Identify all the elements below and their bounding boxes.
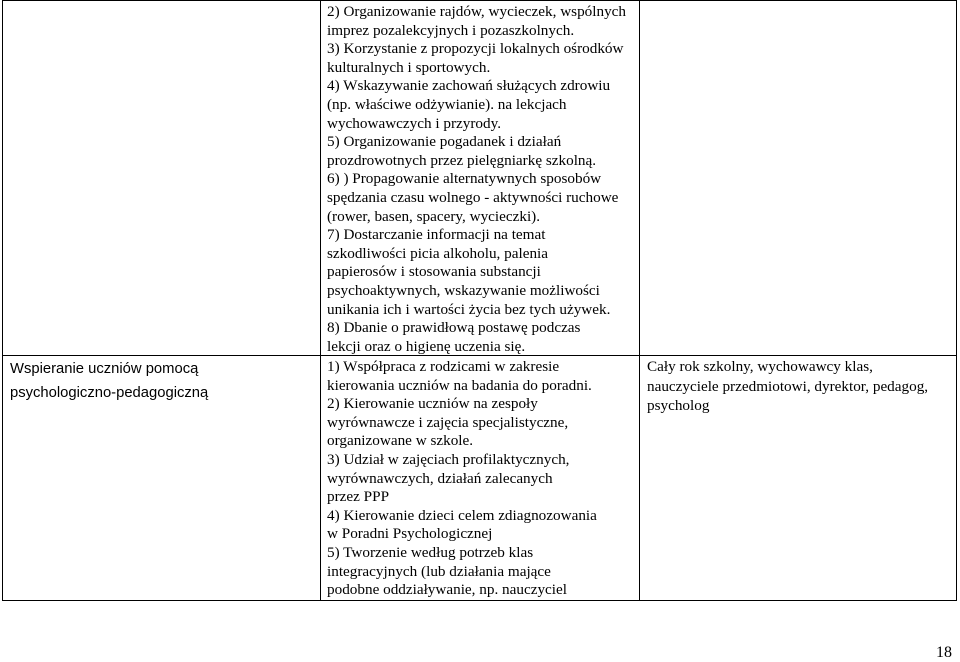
activity-line: lekcji oraz o higienę uczenia się.: [327, 337, 526, 355]
activity-line: 8) Dbanie o prawidłową postawę podczas: [327, 319, 581, 337]
activity-line: unikania ich i wartości życia bez tych używek.: [327, 300, 611, 318]
activity-line: 4) Kierowanie dzieci celem zdiagnozowania: [327, 506, 597, 524]
activity-line: psychoaktywnych, wskazywanie możliwości: [327, 281, 600, 299]
area-title-line: Wspieranie uczniów pomocą: [10, 361, 199, 377]
activity-line: imprez pozalekcyjnych i pozaszkolnych.: [327, 21, 575, 39]
activity-line: wyrównawcze i zajęcia specjalistyczne,: [327, 413, 569, 431]
activity-line: 4) Wskazywanie zachowań służących zdrowiu: [327, 77, 611, 95]
table-row-divider: [2, 355, 957, 356]
activity-line: (np. właściwe odżywianie). na lekcjach: [327, 95, 567, 113]
table-border-bottom: [2, 600, 957, 601]
activity-line: 5) Organizowanie pogadanek i działań: [327, 133, 562, 151]
table-divider-2: [639, 0, 640, 601]
support-area-cell: [10, 357, 318, 417]
activity-line: 1) Współpraca z rodzicami w zakresie: [327, 358, 560, 375]
activity-line: 2) Organizowanie rajdów, wycieczek, wspólnych: [327, 3, 627, 20]
activity-line: wychowawczych i przyrody.: [327, 114, 502, 132]
responsible-line: nauczyciele przedmiotowi, dyrektor, pedagog,: [647, 377, 929, 395]
table-border-left: [2, 0, 3, 601]
responsible-line: psycholog: [647, 397, 710, 414]
area-title-line: psychologiczno-pedagogiczną: [10, 385, 209, 401]
activity-line: 6) ) Propagowanie alternatywnych sposobów: [327, 170, 602, 188]
activity-line: prozdrowotnych przez pielęgniarkę szkolną.: [327, 151, 597, 169]
table-border-right: [956, 0, 957, 601]
table-border-top: [2, 0, 957, 1]
activity-line: integracyjnych (lub działania mające: [327, 562, 551, 580]
activity-line: kulturalnych i sportowych.: [327, 58, 491, 76]
activity-line: szkodliwości picia alkoholu, palenia: [327, 244, 549, 262]
activity-line: 5) Tworzenie według potrzeb klas: [327, 543, 534, 561]
activity-line: podobne oddziaływanie, np. nauczyciel: [327, 581, 567, 599]
activity-line: organizowane w szkole.: [327, 432, 474, 450]
responsible-cell: [647, 357, 955, 427]
top-row-activities: [327, 3, 638, 355]
activity-line: przez PPP: [327, 488, 390, 506]
activity-line: w Poradni Psychologicznej: [327, 525, 493, 543]
activity-line: 7) Dostarczanie informacji na temat: [327, 226, 546, 244]
activity-line: 3) Korzystanie z propozycji lokalnych ośrodków: [327, 40, 624, 58]
activity-line: 3) Udział w zajęciach profilaktycznych,: [327, 450, 570, 468]
page-number: 18: [936, 644, 952, 661]
activity-line: 2) Kierowanie uczniów na zespoły: [327, 395, 538, 413]
bottom-row-activities: [327, 358, 638, 599]
activity-line: kierowania uczniów na badania do poradni.: [327, 376, 592, 394]
activity-line: wyrównawczych, działań zalecanych: [327, 469, 553, 487]
responsible-line: Cały rok szkolny, wychowawcy klas,: [647, 358, 873, 375]
activity-line: spędzania czasu wolnego - aktywności ruchowe: [327, 188, 619, 206]
activity-line: papierosów i stosowania substancji: [327, 263, 541, 281]
table-divider-1: [320, 0, 321, 601]
plan-table: [2, 0, 957, 601]
activity-line: (rower, basen, spacery, wycieczki).: [327, 207, 541, 225]
